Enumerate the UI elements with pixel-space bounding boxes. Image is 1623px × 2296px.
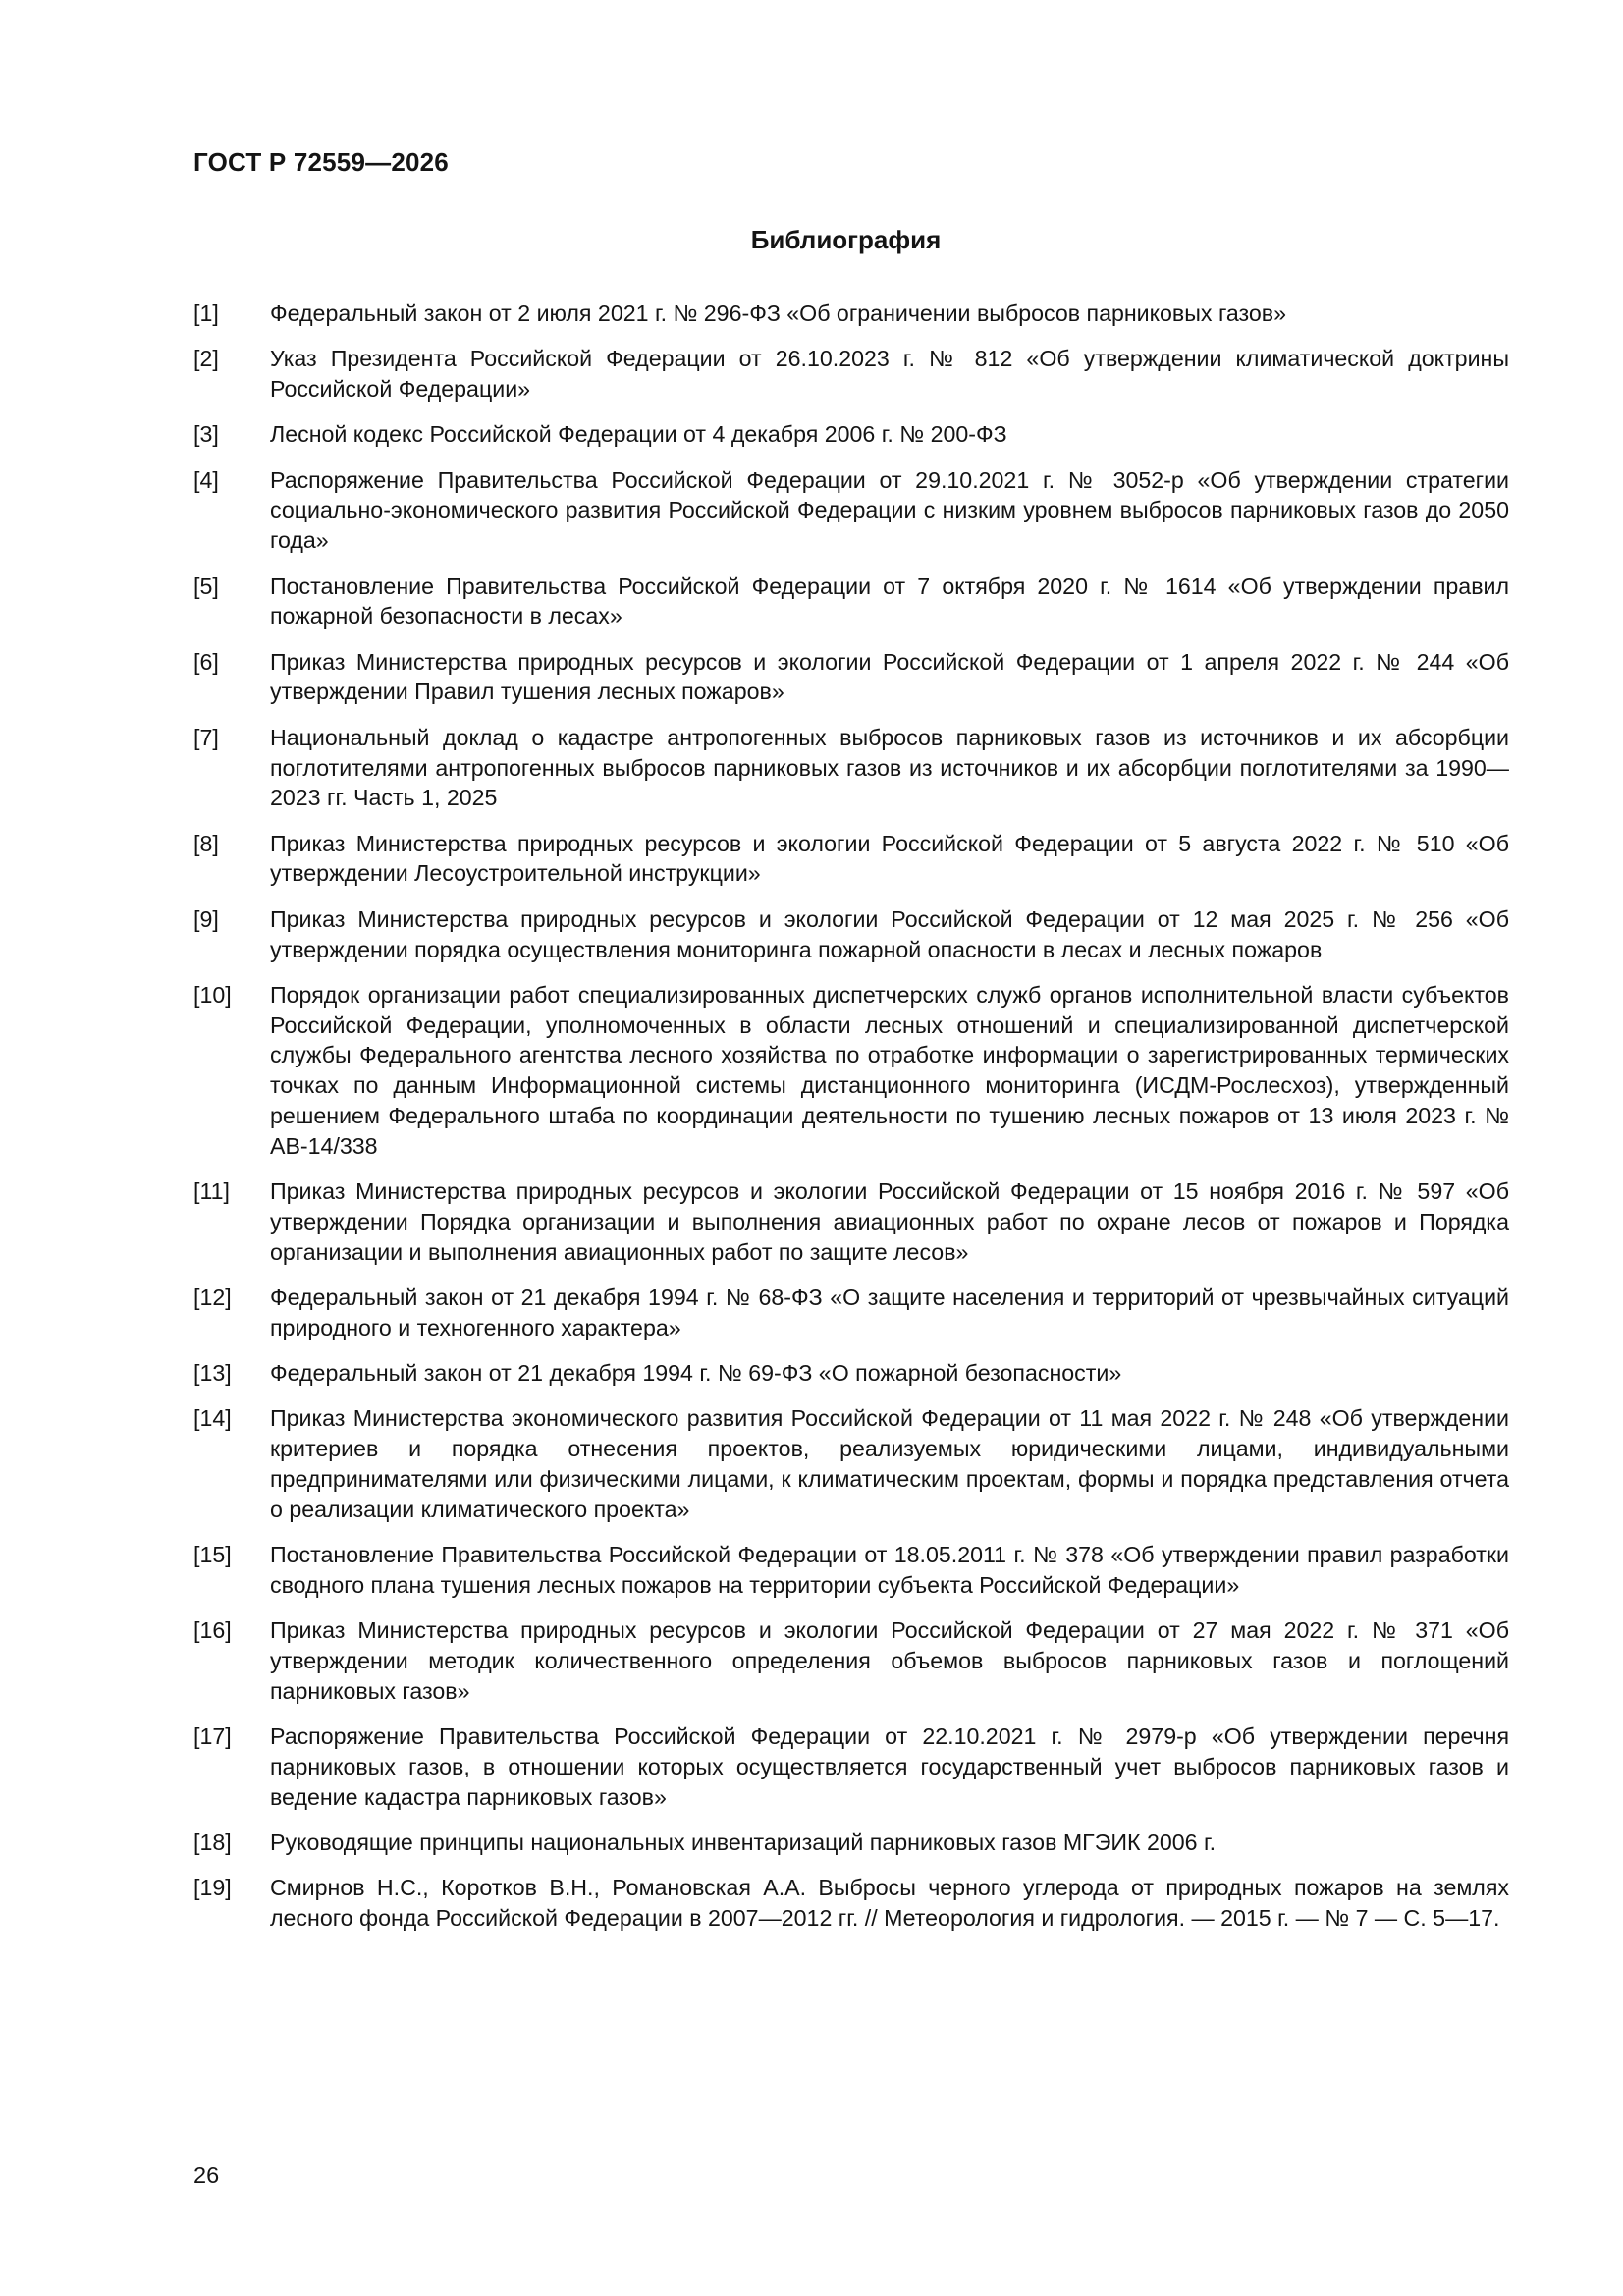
bibliography-entry-text: Указ Президента Российской Федерации от 26.10.2023 г. № 812 «Об утверждении климатической доктрины Российской Федерации»: [270, 346, 1509, 403]
bibliography-entry: [193, 1358, 1509, 1389]
bibliography-entry-text: Распоряжение Правительства Российской Федерации от 29.10.2021 г. № 3052-р «Об утверждении стратегии социально-экономического развития Российской Федерации с низким уровнем выбросов парниковых газов до 2050 года»: [270, 466, 1509, 554]
bibliography-entry-text: Смирнов Н.С., Коротков В.Н., Романовская А.А. Выбросы черного углерода от природных пожаров на землях лесного фонда Российской Федерации в 2007—2012 гг. // Метеорология и гидрология. — 2015 г. — № 7 — С. 5—17.: [270, 1875, 1509, 1932]
bibliography-entry: [193, 829, 1509, 890]
section-title: Библиография: [750, 225, 942, 254]
bibliography-entry: [193, 980, 1509, 1162]
bibliography-entry: [193, 1615, 1509, 1706]
page-number: 26: [193, 2162, 220, 2188]
bibliography-entry-text: Порядок организации работ специализированных диспетчерских служб органов исполнительной власти субъектов Российской Федерации, уполномоченных в области лесных отношений и специализированной диспетчерской службы Федерального агентства лесного хозяйства по отработке информации о зарегистрированных термических точках по данным Информационной системы дистанционного мониторинга (ИСДМ-Рослесхоз), утвержденный решением Федерального штаба по координации деятельности по тушению лесных пожаров от 13 июля 2023 г. № АВ-14/338: [270, 981, 1509, 1159]
bibliography-entry: [193, 299, 1509, 329]
bibliography-entry-number: [9]: [193, 905, 219, 932]
bibliography-entry-text: Постановление Правительства Российской Федерации от 18.05.2011 г. № 378 «Об утверждении правил разработки сводного плана тушения лесных пожаров на территории субъекта Российской Федерации»: [270, 1542, 1509, 1598]
bibliography-entry-number: [3]: [193, 421, 219, 448]
bibliography-entry-text: Постановление Правительства Российской Федерации от 7 октября 2020 г. № 1614 «Об утверждении правил пожарной безопасности в лесах»: [270, 573, 1509, 629]
bibliography-entry-number: [10]: [193, 981, 232, 1008]
bibliography-entry-text: Руководящие принципы национальных инвентаризаций парниковых газов МГЭИК 2006 г.: [270, 1829, 1217, 1855]
bibliography-entry: [193, 1722, 1509, 1812]
bibliography-entry: [193, 1176, 1509, 1267]
bibliography-entry-text: Лесной кодекс Российской Федерации от 4 декабря 2006 г. № 200-ФЗ: [270, 421, 1007, 448]
bibliography-entry-number: [14]: [193, 1405, 232, 1432]
bibliography-entry-text: Федеральный закон от 21 декабря 1994 г. № 69-ФЗ «О пожарной безопасности»: [270, 1360, 1122, 1387]
bibliography-entry-number: [1]: [193, 301, 219, 326]
bibliography-entry-text: Приказ Министерства природных ресурсов и экологии Российской Федерации от 27 мая 2022 г. № 371 «Об утверждении методик количественного определения объемов выбросов парниковых газов и поглощений парниковых газов»: [270, 1617, 1509, 1704]
bibliography-entry-number: [13]: [193, 1360, 232, 1387]
bibliography-entry-number: [19]: [193, 1875, 232, 1901]
bibliography-entry: [193, 1540, 1509, 1601]
bibliography-entry-number: [16]: [193, 1617, 232, 1644]
bibliography-list: [193, 299, 1509, 1948]
bibliography-entry-text: Национальный доклад о кадастре антропогенных выбросов парниковых газов из источников и их абсорбции поглотителями антропогенных выбросов парниковых газов из источников и их абсорбции поглотителями за 1990—2023 гг. Часть 1, 2025: [270, 724, 1509, 811]
bibliography-entry-text: Приказ Министерства экономического развития Российской Федерации от 11 мая 2022 г. № 248 «Об утверждении критериев и порядка отнесения проектов, реализуемых юридическими лицами, индивидуальными предпринимателями или физическими лицами, к климатическим проектам, формы и порядка представления отчета о реализации климатического проекта»: [270, 1405, 1509, 1522]
bibliography-entry: [193, 572, 1509, 632]
bibliography-entry-text: Приказ Министерства природных ресурсов и экологии Российской Федерации от 12 мая 2025 г. № 256 «Об утверждении порядка осуществления мониторинга пожарной опасности в лесах и лесных пожаров: [270, 905, 1509, 962]
bibliography-entry-number: [5]: [193, 573, 219, 599]
bibliography-entry-number: [7]: [193, 724, 219, 750]
bibliography-entry: [193, 1828, 1509, 1858]
bibliography-entry-number: [4]: [193, 466, 219, 493]
bibliography-entry-text: Приказ Министерства природных ресурсов и экологии Российской Федерации от 1 апреля 2022 г. № 244 «Об утверждении Правил тушения лесных пожаров»: [270, 648, 1509, 705]
bibliography-entry: [193, 904, 1509, 965]
bibliography-entry: [193, 1403, 1509, 1524]
bibliography-entry-number: [18]: [193, 1829, 232, 1855]
bibliography-entry: [193, 465, 1509, 556]
bibliography-entry-text: Распоряжение Правительства Российской Федерации от 22.10.2021 г. № 2979-р «Об утверждении перечня парниковых газов, в отношении которых осуществляется государственный учет выбросов парниковых газов и ведение кадастра парниковых газов»: [270, 1723, 1509, 1810]
bibliography-entry-text: Федеральный закон от 21 декабря 1994 г. № 68-ФЗ «О защите населения и территорий от чрезвычайных ситуаций природного и техногенного характера»: [270, 1285, 1509, 1340]
bibliography-entry: [193, 723, 1509, 813]
bibliography-entry: [193, 647, 1509, 708]
bibliography-entry: [193, 1873, 1509, 1934]
bibliography-entry-number: [6]: [193, 648, 219, 675]
bibliography-entry: [193, 419, 1509, 450]
bibliography-entry-text: Приказ Министерства природных ресурсов и экологии Российской Федерации от 5 августа 2022 г. № 510 «Об утверждении Лесоустроительной инструкции»: [270, 830, 1509, 887]
bibliography-entry-number: [15]: [193, 1542, 232, 1568]
document-id-header: ГОСТ Р 72559—2026: [193, 147, 449, 177]
bibliography-entry: [193, 344, 1509, 405]
bibliography-entry-number: [12]: [193, 1285, 232, 1311]
bibliography-entry-number: [2]: [193, 346, 219, 372]
bibliography-entry-text: Федеральный закон от 2 июля 2021 г. № 296-ФЗ «Об ограничении выбросов парниковых газов»: [270, 301, 1287, 326]
bibliography-entry: [193, 1283, 1509, 1343]
bibliography-entry-number: [8]: [193, 830, 219, 856]
bibliography-entry-text: Приказ Министерства природных ресурсов и экологии Российской Федерации от 15 ноября 2016 г. № 597 «Об утверждении Порядка организации и выполнения авиационных работ по охране лесов от пожаров и Порядка организации и выполнения авиационных работ по защите лесов»: [270, 1178, 1509, 1265]
bibliography-entry-number: [11]: [193, 1178, 230, 1205]
bibliography-entry-number: [17]: [193, 1723, 232, 1750]
